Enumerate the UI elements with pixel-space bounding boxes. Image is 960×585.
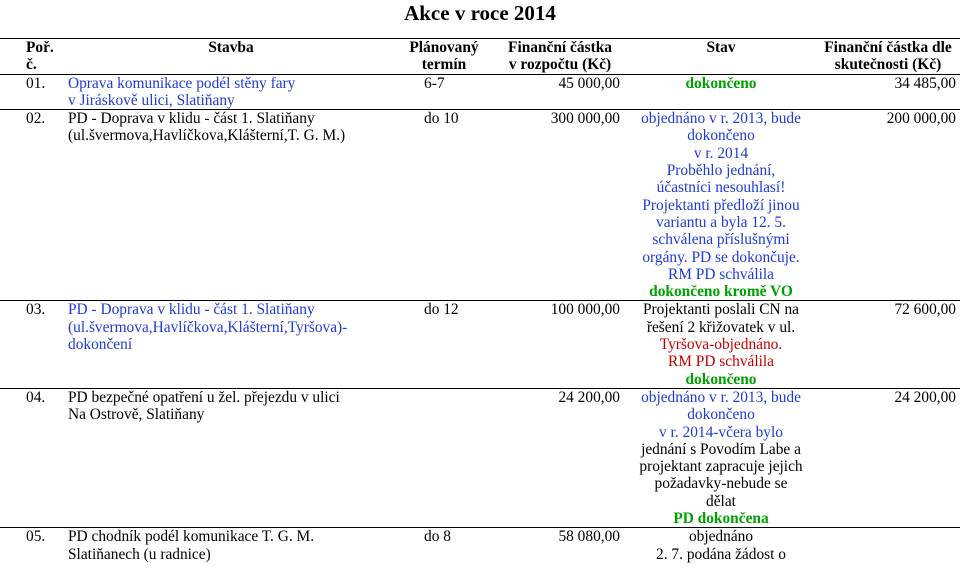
header-num: Poř. č.: [0, 39, 68, 75]
row-stavba: PD bezpečné opatření u žel. přejezdu v ulici Na Ostrově, Slatiňany: [68, 388, 394, 527]
row-castka: 45 000,00: [494, 74, 626, 110]
row-termin: 6-7: [394, 74, 494, 110]
row-skut: 200 000,00: [816, 110, 960, 301]
header-castka: Finanční částka v rozpočtu (Kč): [494, 39, 626, 75]
row-termin: [394, 388, 494, 527]
row-termin: do 8: [424, 528, 451, 546]
row-num: 01.: [0, 74, 68, 110]
row-castka: 300 000,00: [494, 110, 626, 301]
row-stavba: Oprava komunikace podél stěny fary v Jiráskově ulici, Slatiňany: [68, 74, 394, 110]
row-stav: dokončeno: [626, 74, 816, 110]
row-skut: 72 600,00: [816, 301, 960, 388]
row-stavba: PD chodník podél komunikace T. G. M. Slatiňanech (u radnice): [68, 528, 315, 563]
row-termin: do 10: [394, 110, 494, 301]
row-castka: 58 080,00: [558, 528, 620, 546]
table-row: [0, 110, 960, 301]
table-row: [0, 301, 960, 388]
row-stav: Projektanti poslali CN na řešení 2 křižovatek v ul. Tyršova-objednáno. RM PD schválila dokončeno: [626, 301, 816, 388]
table-row: [0, 388, 960, 527]
row-castka: 100 000,00: [494, 301, 626, 388]
row-termin: do 12: [394, 301, 494, 388]
row-num: 05.: [26, 528, 46, 546]
row-stav: objednáno v r. 2013, bude dokončeno v r. 2014 Proběhlo jednání, účastníci nesouhlasí! Projektanti předloží jinou variantu a byla 12. 5. schválena příslušnými orgány. PD se dokončuje. RM PD schválila dokončeno kromě VO: [626, 110, 816, 301]
row-stavba: PD - Doprava v klidu - část 1. Slatiňany (ul.švermova,Havlíčkova,Klášterní,T. G. M.): [68, 110, 394, 301]
header-row: [0, 39, 960, 75]
row-skut: [816, 528, 960, 563]
header-skut: Finanční částka dle skutečnosti (Kč): [816, 39, 960, 75]
row-num: 03.: [0, 301, 68, 388]
row-skut: 24 200,00: [816, 388, 960, 527]
row-castka: 24 200,00: [494, 388, 626, 527]
row-stavba: PD - Doprava v klidu - část 1. Slatiňany (ul.švermova,Havlíčkova,Klášterní,Tyršova)- dokončení: [68, 301, 394, 388]
page-title: Akce v roce 2014: [404, 1, 556, 25]
header-stavba: Stavba: [68, 39, 394, 75]
table-row: [0, 74, 960, 110]
row-stav: objednáno 2. 7. podána žádost o: [656, 528, 786, 563]
row-stav: objednáno v r. 2013, bude dokončeno v r. 2014-včera bylo jednání s Povodím Labe a projektant zapracuje jejich požadavky-nebude se dělat PD dokončena: [626, 388, 816, 527]
row-num: 04.: [0, 388, 68, 527]
row-num: 02.: [0, 110, 68, 301]
actions-table: [0, 38, 960, 563]
row-skut: 34 485,00: [816, 74, 960, 110]
header-stav: Stav: [626, 39, 816, 75]
header-termin: Plánovaný termín: [394, 39, 494, 75]
table-row: [0, 528, 960, 563]
